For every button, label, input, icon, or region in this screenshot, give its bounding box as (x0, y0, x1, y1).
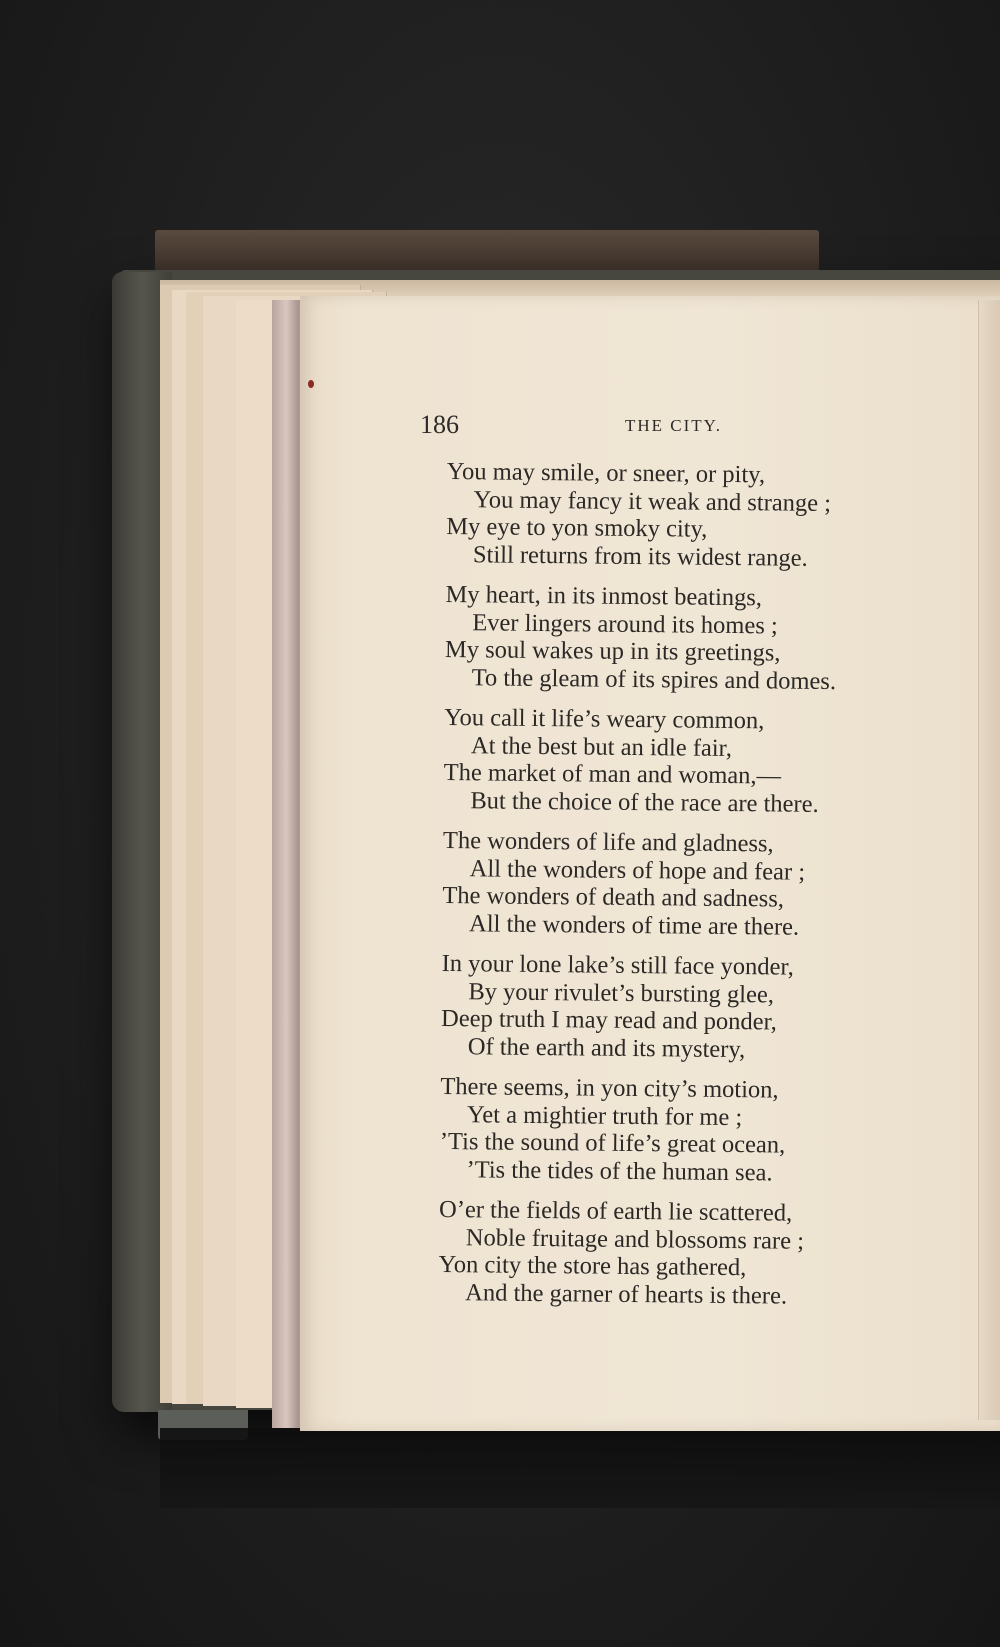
poem-line: To the gleam of its spires and domes. (471, 663, 837, 695)
poem-line: ’Tis the tides of the human sea. (466, 1155, 773, 1186)
stanza (446, 458, 917, 573)
poem-line: My soul wakes up in its greetings, (444, 635, 781, 667)
poem-line: Of the earth and its mystery, (467, 1032, 746, 1063)
page-number: 186 (420, 410, 459, 439)
poem-line: My eye to yon smoky city, (446, 512, 708, 543)
poem-line: You may fancy it weak and strange ; (473, 485, 832, 517)
poem-line: At the best but an idle fair, (470, 731, 733, 762)
ink-mark (308, 380, 314, 388)
poem-text (438, 458, 917, 1324)
running-title: THE CITY. (625, 416, 723, 435)
poem-line: Yon city the store has gathered, (438, 1250, 747, 1282)
poem-line: In your lone lake’s still face yonder, (441, 949, 794, 981)
poem-line: My heart, in its inmost beatings, (445, 580, 763, 612)
poem-line: ’Tis the sound of life’s great ocean, (439, 1127, 786, 1159)
stanza (439, 1073, 910, 1188)
poem-line: There seems, in yon city’s motion, (440, 1072, 779, 1104)
stanza (443, 704, 914, 819)
book-cover-top (155, 230, 819, 272)
stanza (438, 1196, 909, 1311)
poem-line: All the wonders of hope and fear ; (469, 854, 806, 886)
poem-line: Deep truth I may read and ponder, (440, 1004, 778, 1036)
poem-line: All the wonders of time are there. (468, 909, 800, 941)
stanza (442, 827, 913, 942)
stanza (445, 581, 916, 696)
poem-line: Noble fruitage and blossoms rare ; (465, 1223, 805, 1255)
poem-line: Still returns from its widest range. (472, 540, 808, 572)
poem-line: But the choice of the race are there. (470, 786, 819, 818)
page-right-edge (978, 300, 1000, 1420)
poem-line: And the garner of hearts is there. (465, 1278, 788, 1310)
poem-line: The wonders of life and gladness, (442, 826, 774, 858)
poem-line: By your rivulet’s bursting glee, (468, 977, 775, 1008)
page-header (420, 410, 880, 450)
poem-line: You may smile, or sneer, or pity, (446, 458, 766, 489)
poem-line: The wonders of death and sadness, (442, 881, 785, 913)
book-shadow (160, 1428, 1000, 1508)
poem-line: You call it life’s weary common, (444, 703, 765, 735)
poem-line: Yet a mightier truth for me ; (466, 1100, 743, 1131)
poem-line: O’er the fields of earth lie scattered, (438, 1195, 793, 1227)
stanza (441, 950, 912, 1065)
poem-line: Ever lingers around its homes ; (472, 608, 778, 639)
poem-line: The market of man and woman,— (443, 758, 782, 790)
